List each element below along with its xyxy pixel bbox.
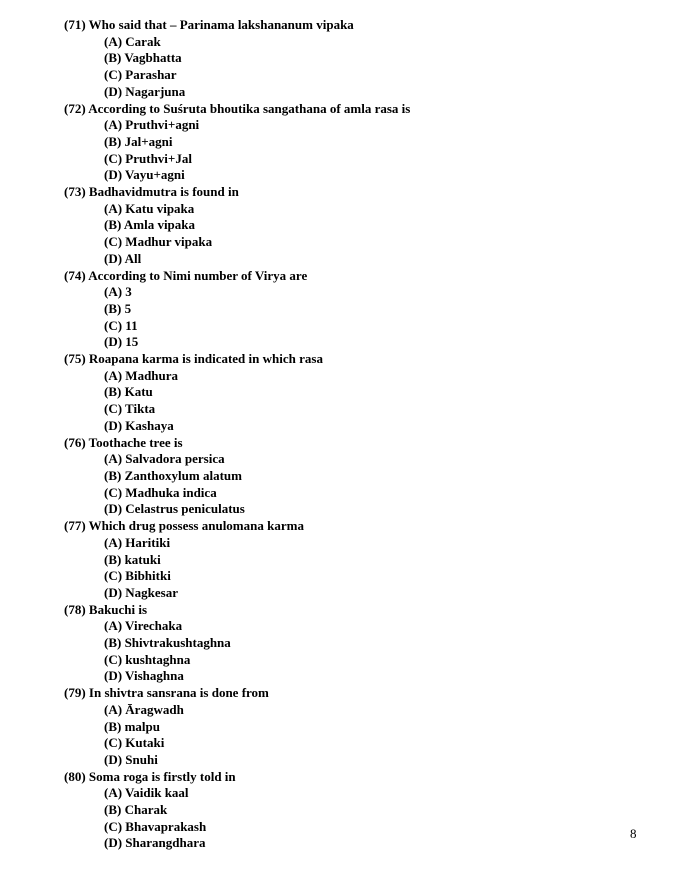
option-b: (B) Zanthoxylum alatum	[104, 467, 242, 483]
option-d: (D) Vayu+agni	[104, 167, 185, 183]
option-c: (C) Parashar	[104, 67, 177, 83]
option-b: (B) Vagbhatta	[104, 50, 182, 66]
option-d: (D) Vishaghna	[104, 668, 184, 684]
option-b: (B) katuki	[104, 551, 161, 567]
option-c: (C) Bhavaprakash	[104, 818, 207, 834]
option-d: (D) Nagkesar	[104, 584, 179, 600]
option-c: (C) Madhuka indica	[104, 484, 217, 500]
option-b: (B) Shivtrakushtaghna	[104, 635, 231, 651]
option-a: (A) Pruthvi+agni	[104, 117, 200, 133]
question-text: (79) In shivtra sansrana is done from	[64, 685, 269, 701]
option-a: (A) Vaidik kaal	[104, 785, 189, 801]
option-a: (A) Carak	[104, 33, 161, 49]
question-block	[64, 351, 624, 435]
question-block	[64, 602, 624, 686]
question-block	[64, 518, 624, 602]
question-text: (71) Who said that – Parinama lakshananum vipaka	[64, 17, 354, 32]
option-b: (B) Jal+agni	[104, 133, 173, 149]
option-b: (B) Amla vipaka	[104, 217, 196, 233]
question-block	[64, 685, 624, 769]
option-d: (D) 15	[104, 334, 139, 350]
question-block	[64, 184, 624, 268]
option-d: (D) Sharangdhara	[104, 835, 206, 851]
option-d: (D) Snuhi	[104, 751, 158, 767]
question-text: (72) According to Suśruta bhoutika sangathana of amla rasa is	[64, 100, 411, 116]
question-block	[64, 769, 624, 853]
question-block	[64, 101, 624, 185]
question-text: (73) Badhavidmutra is found in	[64, 184, 239, 200]
question-block	[64, 435, 624, 519]
option-a: (A) 3	[104, 284, 132, 300]
question-text: (77) Which drug possess anulomana karma	[64, 518, 304, 534]
question-block	[64, 268, 624, 352]
option-a: (A) Madhura	[104, 367, 179, 383]
question-text: (78) Bakuchi is	[64, 601, 148, 617]
question-text: (74) According to Nimi number of Virya are	[64, 267, 308, 283]
option-c: (C) Madhur vipaka	[104, 234, 213, 250]
option-c: (C) 11	[104, 317, 138, 333]
option-b: (B) 5	[104, 300, 132, 316]
question-list	[64, 17, 624, 852]
option-d: (D) Kashaya	[104, 417, 174, 433]
option-b: (B) Charak	[104, 802, 168, 818]
question-block	[64, 17, 624, 101]
question-text: (75) Roapana karma is indicated in which rasa	[64, 351, 323, 367]
option-a: (A) Haritiki	[104, 534, 171, 550]
option-b: (B) Katu	[104, 384, 153, 400]
page-number: 8	[630, 826, 637, 841]
option-a: (A) Virechaka	[104, 618, 183, 634]
option-c: (C) kushtaghna	[104, 651, 191, 667]
option-d: (D) All	[104, 250, 142, 266]
option-d: (D) Celastrus peniculatus	[104, 501, 245, 517]
option-d: (D) Nagarjuna	[104, 83, 186, 99]
question-text: (76) Toothache tree is	[64, 434, 183, 450]
option-a: (A) Katu vipaka	[104, 200, 195, 216]
option-a: (A) Salvadora persica	[104, 451, 225, 467]
option-c: (C) Tikta	[104, 401, 156, 417]
option-c: (C) Pruthvi+Jal	[104, 150, 192, 166]
question-text: (80) Soma roga is firstly told in	[64, 768, 236, 784]
option-b: (B) malpu	[104, 718, 160, 734]
option-a: (A) Āragwadh	[104, 701, 184, 717]
option-c: (C) Kutaki	[104, 735, 165, 751]
option-c: (C) Bibhitki	[104, 568, 171, 584]
